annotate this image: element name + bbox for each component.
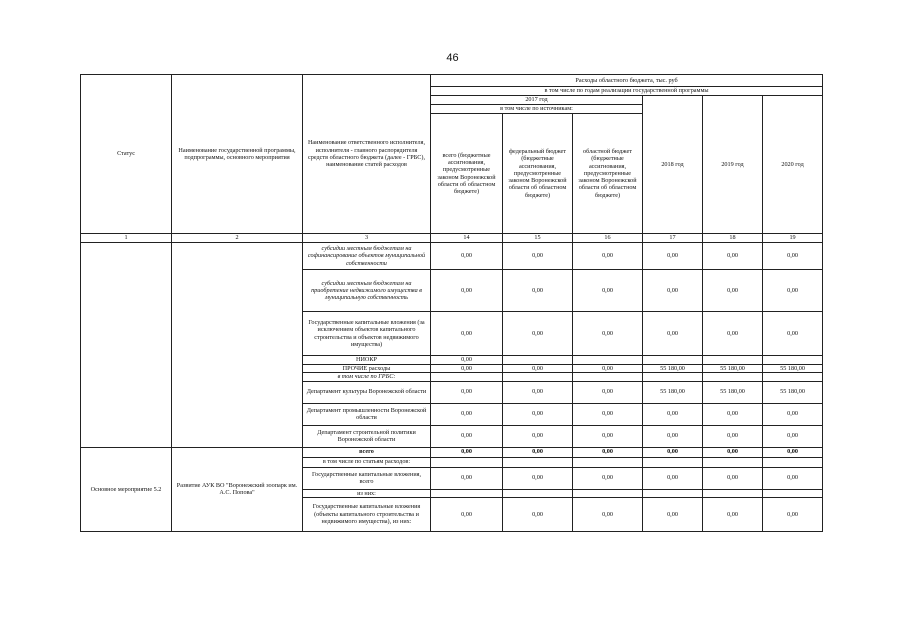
value-cell: 0,00 xyxy=(431,270,503,312)
value-cell: 0,00 xyxy=(573,447,643,457)
value-cell xyxy=(503,356,573,365)
value-cell xyxy=(503,457,573,467)
value-cell: 0,00 xyxy=(763,403,823,425)
table-row xyxy=(81,243,823,270)
column-number: 16 xyxy=(573,234,643,243)
row-label: Департамент культуры Воронежской области xyxy=(303,381,431,403)
value-cell: 0,00 xyxy=(763,243,823,270)
value-cell: 0,00 xyxy=(573,243,643,270)
row-label: Государственные капитальные вложения (объекты капитального строительства и недвижимого имущества), из них: xyxy=(303,497,431,531)
value-cell: 0,00 xyxy=(763,425,823,447)
value-cell: 55 180,00 xyxy=(643,365,703,373)
value-cell xyxy=(763,356,823,365)
value-cell: 0,00 xyxy=(643,243,703,270)
value-cell: 0,00 xyxy=(763,447,823,457)
value-cell: 0,00 xyxy=(573,312,643,356)
value-cell xyxy=(573,489,643,497)
value-cell: 0,00 xyxy=(431,312,503,356)
budget-table xyxy=(80,74,823,532)
table-row xyxy=(81,447,823,457)
value-cell: 0,00 xyxy=(643,403,703,425)
status-cell xyxy=(81,243,172,448)
header-year-2017: 2017 год xyxy=(431,96,643,105)
value-cell: 0,00 xyxy=(573,403,643,425)
header-program-name: Наименование государственной программы, подпрограммы, основного мероприятия xyxy=(172,75,303,234)
value-cell xyxy=(643,373,703,381)
value-cell: 0,00 xyxy=(503,365,573,373)
value-cell xyxy=(703,489,763,497)
value-cell: 0,00 xyxy=(703,270,763,312)
value-cell: 0,00 xyxy=(431,467,503,489)
value-cell: 0,00 xyxy=(503,312,573,356)
value-cell: 0,00 xyxy=(503,381,573,403)
value-cell: 0,00 xyxy=(763,312,823,356)
value-cell: 0,00 xyxy=(431,381,503,403)
value-cell: 0,00 xyxy=(703,447,763,457)
value-cell xyxy=(763,489,823,497)
column-number: 19 xyxy=(763,234,823,243)
row-label: в том числе по ГРБС: xyxy=(303,373,431,381)
value-cell xyxy=(503,489,573,497)
row-label: в том числе по статьям расходов: xyxy=(303,457,431,467)
value-cell: 0,00 xyxy=(573,270,643,312)
value-cell: 0,00 xyxy=(643,270,703,312)
header-executor: Наименование ответственного исполнителя, исполнителя - главного распорядителя средств областного бюджета (далее - ГРБС), наименование статей расходов xyxy=(303,75,431,234)
column-number: 15 xyxy=(503,234,573,243)
header-year-2020: 2020 год xyxy=(763,96,823,234)
value-cell xyxy=(643,457,703,467)
column-number: 2 xyxy=(172,234,303,243)
header-status: Статус xyxy=(81,75,172,234)
value-cell: 0,00 xyxy=(573,497,643,531)
value-cell: 0,00 xyxy=(431,447,503,457)
value-cell xyxy=(703,356,763,365)
value-cell xyxy=(763,457,823,467)
value-cell: 0,00 xyxy=(643,425,703,447)
value-cell: 0,00 xyxy=(503,243,573,270)
row-label: из них: xyxy=(303,489,431,497)
row-label: Департамент строительной политики Воронежской области xyxy=(303,425,431,447)
header-expenses: Расходы областного бюджета, тыс. руб xyxy=(431,75,823,87)
value-cell: 0,00 xyxy=(503,447,573,457)
value-cell: 0,00 xyxy=(573,425,643,447)
column-number: 1 xyxy=(81,234,172,243)
value-cell: 0,00 xyxy=(431,356,503,365)
program-cell: Развитие АУК ВО "Воронежский зоопарк им. А.С. Попова" xyxy=(172,447,303,531)
value-cell: 0,00 xyxy=(763,467,823,489)
value-cell: 0,00 xyxy=(573,381,643,403)
value-cell: 0,00 xyxy=(703,467,763,489)
value-cell xyxy=(703,457,763,467)
value-cell: 0,00 xyxy=(573,467,643,489)
value-cell: 0,00 xyxy=(431,365,503,373)
column-number: 14 xyxy=(431,234,503,243)
row-label: всего xyxy=(303,447,431,457)
value-cell: 0,00 xyxy=(703,403,763,425)
value-cell: 0,00 xyxy=(703,243,763,270)
value-cell: 0,00 xyxy=(643,467,703,489)
value-cell: 0,00 xyxy=(643,447,703,457)
row-label: субсидии местным бюджетам на приобретение недвижимого имущества в муниципальную собственность xyxy=(303,270,431,312)
value-cell xyxy=(431,457,503,467)
value-cell: 0,00 xyxy=(703,312,763,356)
header-col-total: всего (бюджетные ассигнования, предусмотренные законом Воронежской области об областном бюджете) xyxy=(431,114,503,234)
value-cell: 0,00 xyxy=(643,312,703,356)
value-cell: 0,00 xyxy=(431,403,503,425)
value-cell: 55 180,00 xyxy=(703,365,763,373)
value-cell: 0,00 xyxy=(431,425,503,447)
column-number: 3 xyxy=(303,234,431,243)
value-cell: 0,00 xyxy=(431,243,503,270)
header-col-federal: федеральный бюджет (бюджетные ассигнования, предусмотренные законом Воронежской области об областном бюджете) xyxy=(503,114,573,234)
value-cell: 0,00 xyxy=(503,270,573,312)
row-label: Государственные капитальные вложения, всего xyxy=(303,467,431,489)
value-cell: 55 180,00 xyxy=(763,381,823,403)
value-cell: 0,00 xyxy=(503,425,573,447)
row-label: НИОКР xyxy=(303,356,431,365)
value-cell: 0,00 xyxy=(573,365,643,373)
value-cell xyxy=(703,373,763,381)
value-cell: 55 180,00 xyxy=(763,365,823,373)
header-by-years: в том числе по годам реализации государственной программы xyxy=(431,87,823,96)
value-cell xyxy=(573,356,643,365)
value-cell: 0,00 xyxy=(703,425,763,447)
value-cell: 0,00 xyxy=(503,497,573,531)
value-cell xyxy=(573,373,643,381)
value-cell xyxy=(431,373,503,381)
value-cell: 0,00 xyxy=(503,403,573,425)
value-cell: 0,00 xyxy=(503,467,573,489)
header-year-2018: 2018 год xyxy=(643,96,703,234)
value-cell: 0,00 xyxy=(431,497,503,531)
value-cell: 55 180,00 xyxy=(643,381,703,403)
status-cell: Основное мероприятие 5.2 xyxy=(81,447,172,531)
header-by-sources: в том числе по источникам: xyxy=(431,105,643,114)
page-number: 46 xyxy=(446,52,459,64)
value-cell: 55 180,00 xyxy=(703,381,763,403)
value-cell xyxy=(431,489,503,497)
value-cell xyxy=(503,373,573,381)
value-cell xyxy=(643,356,703,365)
header-col-regional: областной бюджет (бюджетные ассигнования, предусмотренные законом Воронежской области об областном бюджете) xyxy=(573,114,643,234)
row-label: ПРОЧИЕ расходы xyxy=(303,365,431,373)
row-label: субсидии местным бюджетам на софинансирование объектов муниципальной собственности xyxy=(303,243,431,270)
value-cell xyxy=(573,457,643,467)
column-number: 18 xyxy=(703,234,763,243)
value-cell: 0,00 xyxy=(703,497,763,531)
program-cell xyxy=(172,243,303,448)
value-cell xyxy=(643,489,703,497)
value-cell: 0,00 xyxy=(763,270,823,312)
row-label: Государственные капитальные вложения (за исключением объектов капитального строительства и объектов недвижимого имущества) xyxy=(303,312,431,356)
column-number-row xyxy=(81,234,823,243)
column-number: 17 xyxy=(643,234,703,243)
header-year-2019: 2019 год xyxy=(703,96,763,234)
value-cell: 0,00 xyxy=(643,497,703,531)
value-cell xyxy=(763,373,823,381)
value-cell: 0,00 xyxy=(763,497,823,531)
row-label: Департамент промышленности Воронежской области xyxy=(303,403,431,425)
